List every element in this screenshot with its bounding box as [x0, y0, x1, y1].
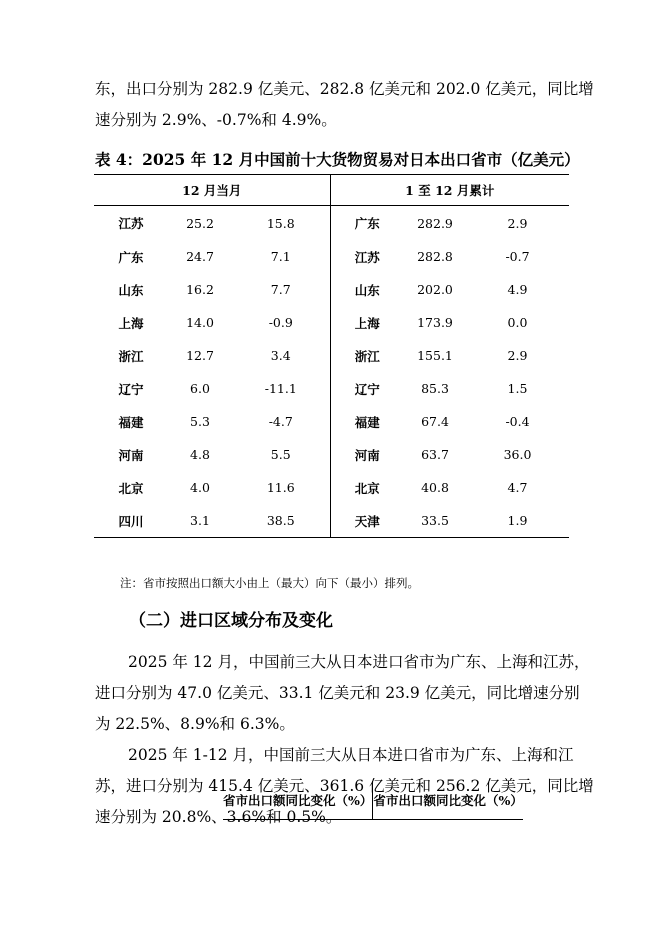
table-row — [94, 206, 569, 240]
province-cell: 河南 — [330, 438, 404, 471]
export-value-cell: 4.8 — [190, 447, 210, 462]
group-header-monthly: 12 月当月 — [94, 175, 330, 206]
province-cell: 浙江 — [330, 339, 404, 372]
paragraph-line: 苏，进口分别为 415.4 亿美元、361.6 亿美元和 256.2 亿美元，同比增 — [95, 777, 594, 795]
column-header: 省市 — [223, 781, 248, 820]
export-value-cell: 202.0 — [417, 282, 453, 297]
paragraph-line: 进口分别为 47.0 亿美元、33.1 亿美元和 23.9 亿美元，同比增速分别 — [95, 684, 580, 702]
yoy-change-cell: 3.4 — [270, 348, 291, 363]
import-paragraph-monthly — [95, 647, 590, 740]
column-header: 省市 — [373, 781, 399, 820]
export-value-cell: 33.5 — [404, 504, 466, 538]
yoy-change-cell: -0.7 — [505, 249, 530, 264]
column-header: 同比变化（%） — [436, 781, 523, 820]
column-header: 同比变化（%） — [286, 781, 373, 820]
paragraph-line: 速分别为 20.8%、3.6%和 0.5%。 — [95, 808, 342, 826]
yoy-change-cell: 5.5 — [270, 447, 291, 462]
yoy-change-cell: 38.5 — [232, 504, 330, 538]
province-cell: 广东 — [118, 249, 144, 265]
province-cell: 河南 — [118, 447, 144, 463]
yoy-change-cell: 7.1 — [270, 249, 291, 264]
table-caption: 表 4：2025 年 12 月中国前十大货物贸易对日本出口省市（亿美元） — [95, 150, 580, 169]
intro-line-1: 东，出口分别为 282.9 亿美元、282.8 亿美元和 202.0 亿美元，同比增 — [95, 80, 594, 98]
table-row — [94, 306, 569, 339]
province-cell: 辽宁 — [330, 372, 404, 405]
yoy-change-cell: 36.0 — [503, 447, 532, 462]
province-cell: 福建 — [330, 405, 404, 438]
export-value-cell: 173.9 — [417, 315, 453, 330]
export-value-cell: 14.0 — [186, 315, 214, 330]
export-value-cell: 24.7 — [186, 249, 214, 264]
export-value-cell: 6.0 — [190, 381, 210, 396]
yoy-change-cell: -0.4 — [505, 414, 530, 429]
yoy-change-cell: 4.9 — [507, 282, 528, 297]
yoy-change-cell: 7.7 — [270, 282, 291, 297]
table-row — [94, 372, 569, 405]
section-heading: （二）进口区域分布及变化 — [129, 611, 333, 631]
yoy-change-cell: -4.7 — [268, 414, 293, 429]
table-row — [94, 240, 569, 273]
export-value-cell: 282.9 — [417, 215, 453, 231]
export-value-cell: 4.0 — [190, 480, 210, 495]
table-row — [94, 339, 569, 372]
province-cell: 辽宁 — [118, 381, 144, 397]
export-value-cell: 155.1 — [417, 348, 453, 363]
province-cell: 浙江 — [118, 348, 144, 364]
yoy-change-cell: -11.1 — [264, 381, 297, 396]
province-cell: 江苏 — [330, 240, 404, 273]
yoy-change-cell: 2.9 — [507, 215, 528, 231]
paragraph-line: 为 22.5%、8.9%和 6.3%。 — [95, 715, 295, 733]
export-value-cell: 5.3 — [190, 414, 210, 429]
column-header: 出口额 — [248, 781, 286, 820]
yoy-change-cell: 1.5 — [507, 381, 528, 396]
export-value-cell: 16.2 — [186, 282, 214, 297]
column-header: 出口额 — [398, 781, 436, 820]
yoy-change-cell: 4.7 — [507, 480, 528, 495]
province-cell: 江苏 — [118, 216, 144, 231]
yoy-change-cell: 11.6 — [266, 480, 295, 495]
export-value-cell: 3.1 — [168, 504, 232, 538]
province-cell: 四川 — [94, 504, 168, 538]
paragraph-line: 2025 年 12 月，中国前三大从日本进口省市为广东、上海和江苏， — [128, 653, 590, 671]
yoy-change-cell: -0.9 — [268, 315, 293, 330]
intro-line-2: 速分别为 2.9%、-0.7%和 4.9%。 — [95, 111, 337, 129]
province-cell: 北京 — [118, 480, 144, 496]
export-value-cell: 12.7 — [186, 348, 214, 363]
province-cell: 山东 — [330, 273, 404, 306]
table-group-header-row — [94, 175, 569, 206]
export-value-cell: 282.8 — [417, 249, 453, 264]
paragraph-line: 2025 年 1-12 月，中国前三大从日本进口省市为广东、上海和江 — [128, 746, 574, 764]
intro-paragraph — [95, 74, 594, 136]
province-cell: 广东 — [330, 206, 404, 240]
province-cell: 上海 — [330, 306, 404, 339]
table-row — [94, 438, 569, 471]
export-value-cell: 67.4 — [421, 414, 449, 429]
yoy-change-cell: 0.0 — [507, 315, 528, 330]
table-row — [94, 504, 569, 538]
export-value-cell: 40.8 — [421, 480, 449, 495]
province-cell: 上海 — [118, 315, 144, 331]
table-note: 注：省市按照出口额大小由上（最大）向下（最小）排列。 — [120, 576, 419, 590]
export-value-cell: 25.2 — [186, 215, 214, 231]
table-row — [94, 471, 569, 504]
yoy-change-cell: 1.9 — [466, 504, 569, 538]
import-paragraph-cumulative — [95, 740, 594, 833]
table-row — [94, 405, 569, 438]
province-cell: 天津 — [330, 504, 404, 538]
yoy-change-cell: 15.8 — [266, 215, 295, 231]
group-header-cumulative: 1 至 12 月累计 — [330, 175, 569, 206]
province-cell: 山东 — [118, 282, 144, 298]
province-cell: 北京 — [330, 471, 404, 504]
table-row — [94, 273, 569, 306]
yoy-change-cell: 2.9 — [507, 348, 528, 363]
export-value-cell: 63.7 — [421, 447, 449, 462]
province-cell: 福建 — [118, 414, 144, 430]
export-value-cell: 85.3 — [421, 381, 449, 396]
